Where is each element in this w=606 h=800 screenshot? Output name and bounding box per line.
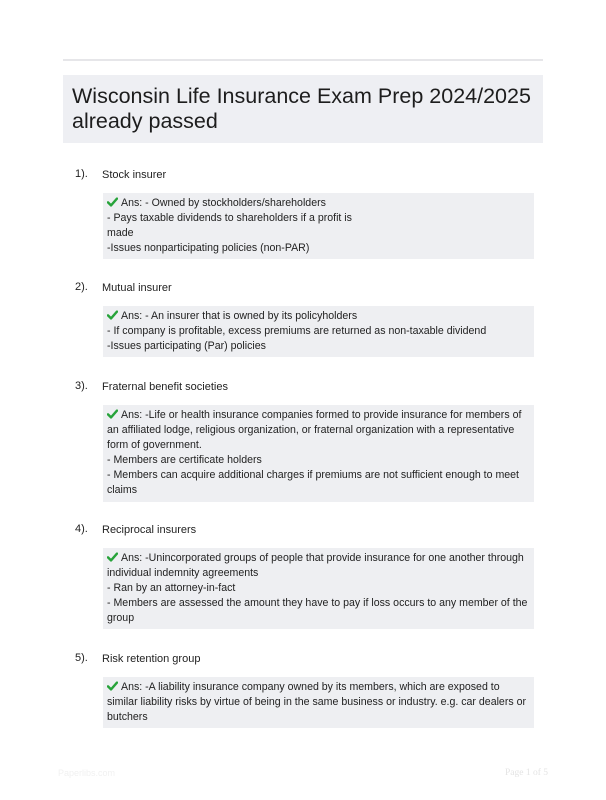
title-line-2: already passed bbox=[72, 109, 218, 133]
answer-line: - Ran by an attorney-in-fact bbox=[107, 582, 236, 595]
answer-text: Ans: - An insurer that is owned by its policyholders bbox=[121, 310, 358, 322]
footer-watermark: Paperlibs.com bbox=[58, 768, 116, 778]
answer-line: individual indemnity agreements bbox=[107, 567, 259, 580]
check-icon bbox=[107, 409, 118, 419]
answer-line: an affiliated lodge, religious organization, or fraternal organization with a representative bbox=[107, 424, 515, 437]
answer-line bbox=[107, 196, 530, 211]
answer-box bbox=[103, 677, 534, 728]
answer-text: Ans: -Life or health insurance companies formed to provide insurance for members of bbox=[121, 409, 522, 421]
title-line-1: Wisconsin Life Insurance Exam Prep 2024/2025 bbox=[72, 84, 531, 108]
answer-line: - Members are assessed the amount they have to pay if loss occurs to any member of the bbox=[107, 597, 528, 610]
answer-line: -Issues participating (Par) policies bbox=[107, 340, 266, 353]
answer-line bbox=[107, 408, 530, 423]
answer-text: Ans: - Owned by stockholders/shareholders bbox=[121, 197, 326, 209]
check-icon bbox=[107, 197, 118, 207]
check-icon bbox=[107, 681, 118, 691]
question-number: 3). bbox=[75, 380, 88, 392]
page-title bbox=[72, 84, 534, 134]
question-text: Stock insurer bbox=[102, 169, 167, 181]
answer-line: butchers bbox=[107, 711, 148, 724]
answer-line: claims bbox=[107, 484, 138, 497]
check-icon bbox=[107, 310, 118, 320]
answer-line: - Members can acquire additional charges if premiums are not sufficient enough to meet bbox=[107, 469, 519, 482]
answer-line: - If company is profitable, excess premiums are returned as non-taxable dividend bbox=[107, 325, 487, 338]
answer-box bbox=[103, 306, 534, 357]
answer-box bbox=[103, 193, 534, 259]
answer-line: group bbox=[107, 612, 135, 625]
question-text: Fraternal benefit societies bbox=[102, 381, 228, 393]
answer-text: Ans: -Unincorporated groups of people that provide insurance for one another through bbox=[121, 552, 524, 564]
answer-line: form of government. bbox=[107, 439, 202, 452]
page-number: Page 1 of 5 bbox=[504, 768, 548, 778]
question-number: 2). bbox=[75, 281, 88, 293]
question-text: Reciprocal insurers bbox=[102, 524, 197, 536]
answer-text: Ans: -A liability insurance company owned by its members, which are exposed to bbox=[121, 681, 500, 693]
answer-line: -Issues nonparticipating policies (non-PAR) bbox=[107, 242, 310, 255]
answer-box bbox=[103, 548, 534, 629]
question-text: Risk retention group bbox=[102, 653, 201, 665]
answer-line bbox=[107, 680, 530, 695]
answer-line: - Pays taxable dividends to shareholders if a profit is bbox=[107, 212, 352, 225]
question-number: 5). bbox=[75, 652, 88, 664]
top-divider bbox=[63, 59, 543, 61]
answer-line: - Members are certificate holders bbox=[107, 454, 262, 467]
title-banner bbox=[63, 75, 543, 143]
answer-line: made bbox=[107, 227, 134, 240]
answer-box bbox=[103, 405, 534, 502]
question-number: 1). bbox=[75, 168, 88, 180]
answer-line bbox=[107, 551, 530, 566]
question-number: 4). bbox=[75, 523, 88, 535]
answer-line bbox=[107, 309, 530, 324]
answer-line: similar liability risks by virtue of being in the same business or industry. e.g. car dealers or bbox=[107, 696, 527, 709]
check-icon bbox=[107, 552, 118, 562]
question-text: Mutual insurer bbox=[102, 282, 172, 294]
